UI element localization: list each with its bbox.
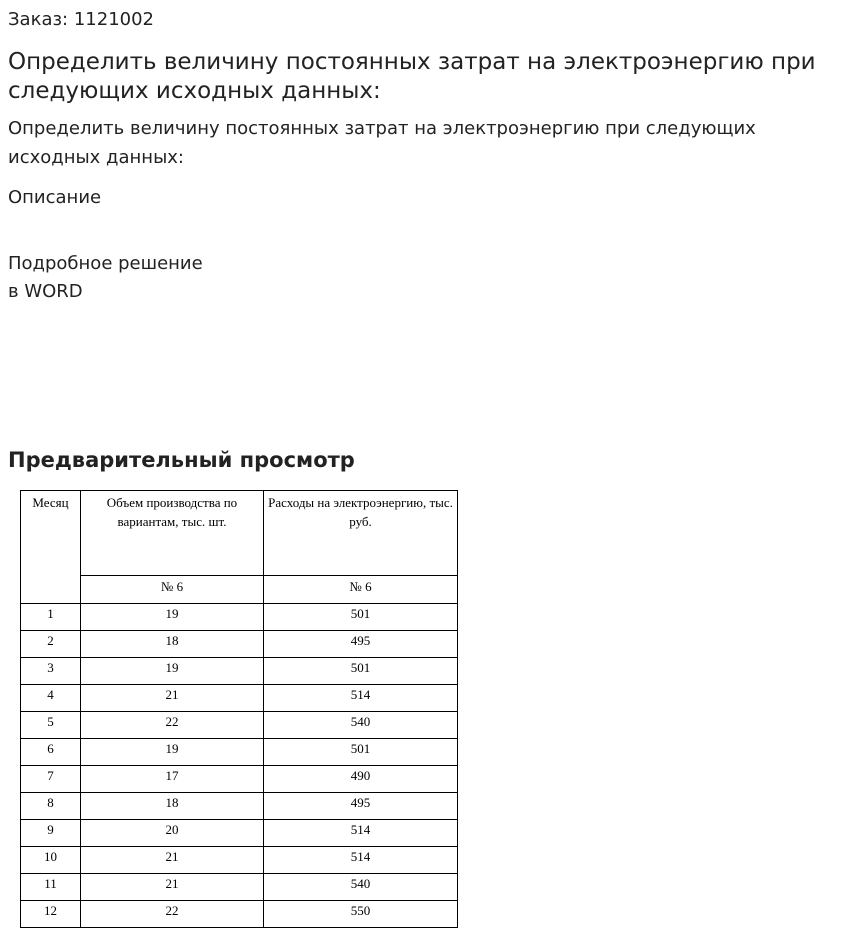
subheader-costs: № 6 [264, 576, 458, 604]
order-line [8, 9, 154, 31]
solution-line-1: Подробное решение [8, 253, 203, 274]
cell-month: 10 [21, 847, 81, 874]
table-row [21, 631, 458, 658]
preview-table [20, 490, 458, 928]
header-volume: Объем производства по вариантам, тыс. шт. [81, 491, 264, 576]
cell-costs: 550 [264, 901, 458, 928]
table-row [21, 739, 458, 766]
header-month: Месяц [21, 491, 81, 604]
cell-costs: 514 [264, 820, 458, 847]
table-subheader-row [21, 576, 458, 604]
page-title: Определить величину постоянных затрат на электроэнергию при следующих исходных данных: [8, 49, 816, 104]
cell-costs: 501 [264, 604, 458, 631]
cell-month: 5 [21, 712, 81, 739]
table-header-row [21, 491, 458, 576]
table-row [21, 766, 458, 793]
description-section-label: Описание [8, 187, 102, 208]
order-label: Заказ: [8, 9, 69, 30]
task-description: Определить величину постоянных затрат на электроэнергию при следующих исходных данных: [8, 118, 756, 168]
solution-line-2: в WORD [8, 281, 83, 302]
table-row [21, 604, 458, 631]
cell-costs: 514 [264, 685, 458, 712]
cell-month: 4 [21, 685, 81, 712]
cell-volume: 19 [81, 604, 264, 631]
cell-month: 11 [21, 874, 81, 901]
cell-costs: 495 [264, 631, 458, 658]
table-row [21, 793, 458, 820]
cell-month: 3 [21, 658, 81, 685]
cell-month: 6 [21, 739, 81, 766]
cell-volume: 21 [81, 685, 264, 712]
cell-costs: 495 [264, 793, 458, 820]
preview-heading: Предварительный просмотр [8, 448, 355, 472]
cell-volume: 21 [81, 874, 264, 901]
cell-volume: 18 [81, 793, 264, 820]
table-row [21, 847, 458, 874]
subheader-volume: № 6 [81, 576, 264, 604]
cell-month: 8 [21, 793, 81, 820]
cell-volume: 20 [81, 820, 264, 847]
cell-volume: 19 [81, 739, 264, 766]
cell-costs: 490 [264, 766, 458, 793]
cell-costs: 540 [264, 712, 458, 739]
cell-month: 12 [21, 901, 81, 928]
cell-month: 9 [21, 820, 81, 847]
cell-volume: 17 [81, 766, 264, 793]
cell-volume: 22 [81, 712, 264, 739]
table-row [21, 712, 458, 739]
solution-info [8, 250, 203, 306]
cell-volume: 19 [81, 658, 264, 685]
order-number: 1121002 [73, 9, 155, 30]
table-row [21, 685, 458, 712]
cell-month: 1 [21, 604, 81, 631]
cell-costs: 501 [264, 658, 458, 685]
cell-month: 7 [21, 766, 81, 793]
table-row [21, 820, 458, 847]
header-costs: Расходы на электроэнергию, тыс. руб. [264, 491, 458, 576]
table-row [21, 901, 458, 928]
cell-costs: 514 [264, 847, 458, 874]
cell-month: 2 [21, 631, 81, 658]
cell-costs: 501 [264, 739, 458, 766]
cell-volume: 18 [81, 631, 264, 658]
table-row [21, 658, 458, 685]
table-row [21, 874, 458, 901]
cell-costs: 540 [264, 874, 458, 901]
cell-volume: 21 [81, 847, 264, 874]
cell-volume: 22 [81, 901, 264, 928]
